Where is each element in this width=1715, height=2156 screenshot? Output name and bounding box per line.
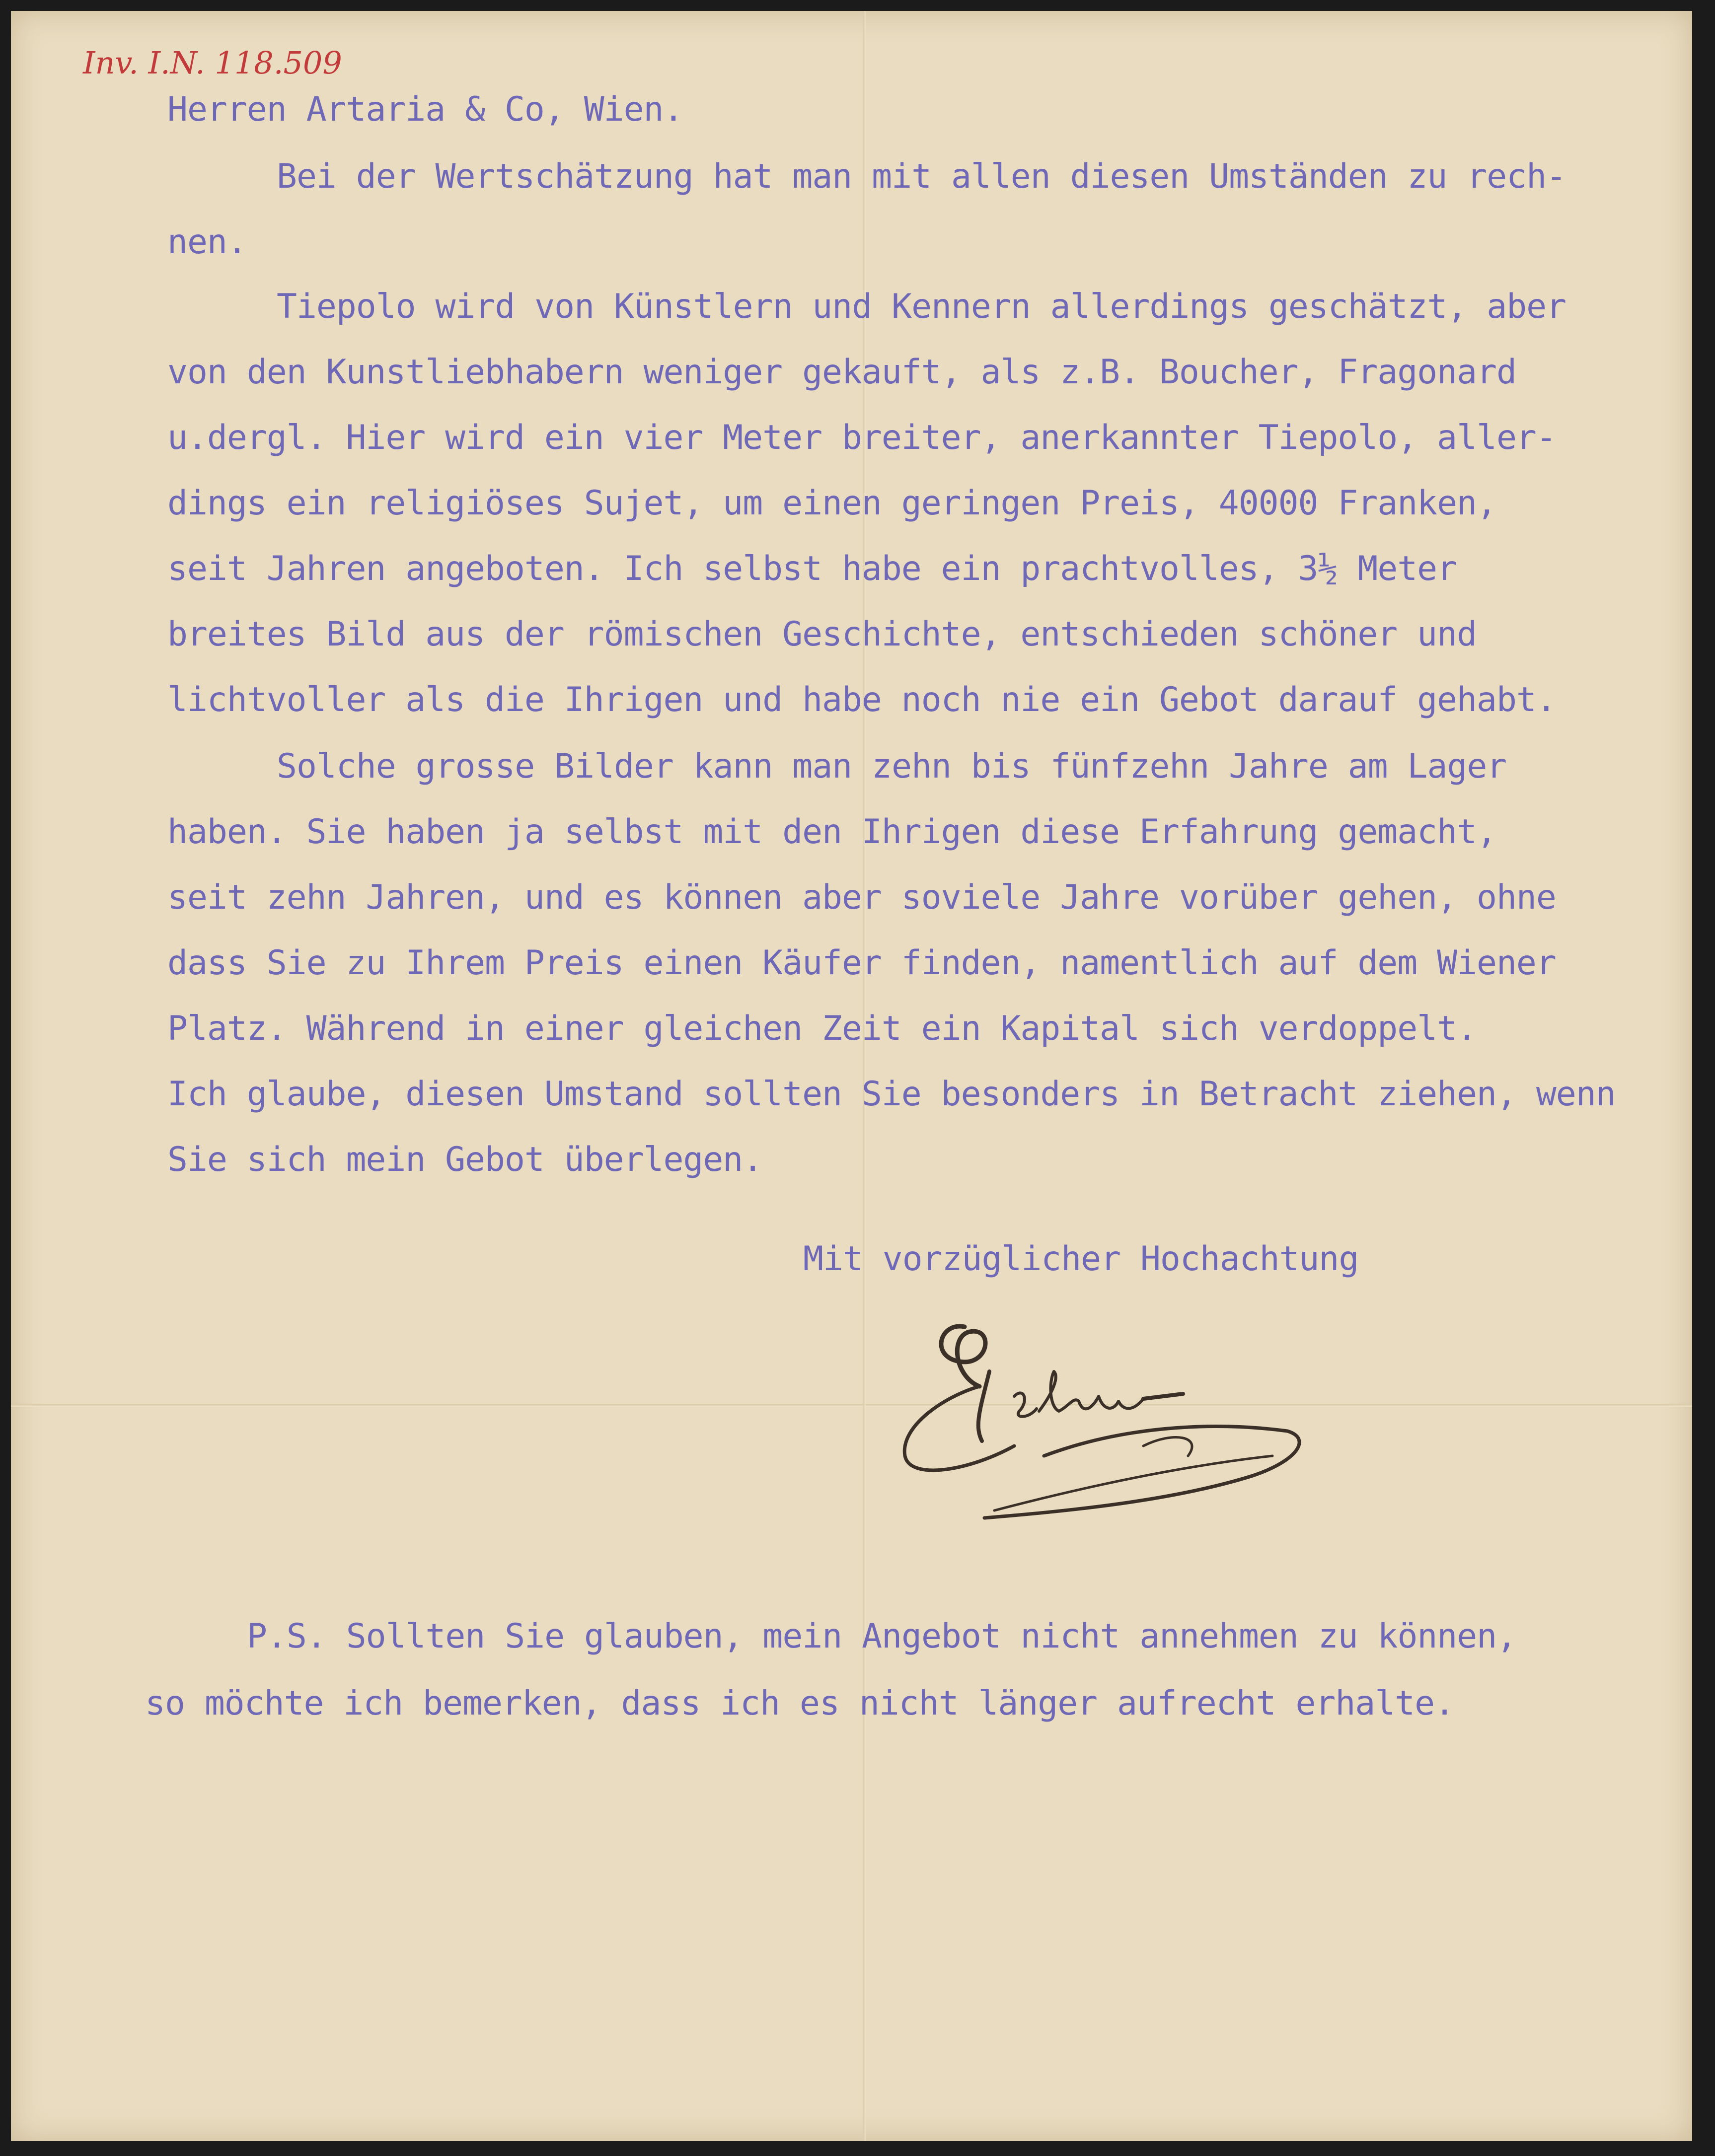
body-line: lichtvoller als die Ihrigen und habe noch nie ein Gebot darauf gehabt. (167, 680, 1556, 719)
handwritten-signature (865, 1297, 1436, 1545)
body-line: nen. (167, 222, 247, 262)
body-line: seit Jahren angeboten. Ich selbst habe ein prachtvolles, 3½ Meter (167, 549, 1457, 588)
body-line: Solche grosse Bilder kann man zehn bis fünfzehn Jahre am Lager (277, 747, 1507, 786)
salutation: Herren Artaria & Co, Wien. (167, 90, 683, 129)
body-line: Tiepolo wird von Künstlern und Kennern allerdings geschätzt, aber (277, 287, 1566, 326)
body-line: Sie sich mein Gebot überlegen. (167, 1140, 763, 1179)
body-line: breites Bild aus der römischen Geschichte, entschieden schöner und (167, 615, 1477, 654)
body-line: dass Sie zu Ihrem Preis einen Käufer finden, namentlich auf dem Wiener (167, 943, 1556, 983)
body-line: seit zehn Jahren, und es können aber soviele Jahre vorüber gehen, ohne (167, 878, 1556, 917)
body-line: dings ein religiöses Sujet, um einen geringen Preis, 40000 Franken, (167, 484, 1496, 523)
postscript-line: P.S. Sollten Sie glauben, mein Angebot nicht annehmen zu können, (247, 1617, 1517, 1656)
body-line: von den Kunstliebhabern weniger gekauft, als z.B. Boucher, Fragonard (167, 353, 1516, 392)
body-line: Bei der Wertschätzung hat man mit allen diesen Umständen zu rech- (277, 157, 1566, 196)
body-line: Platz. Während in einer gleichen Zeit ein Kapital sich verdoppelt. (167, 1009, 1477, 1048)
body-line: Ich glaube, diesen Umstand sollten Sie besonders in Betracht ziehen, wenn (167, 1075, 1616, 1114)
body-line: u.dergl. Hier wird ein vier Meter breiter, anerkannter Tiepolo, aller- (167, 418, 1556, 457)
postscript-line: so möchte ich bemerken, dass ich es nicht länger aufrecht erhalte. (145, 1684, 1455, 1723)
fold-line-horizontal (11, 1404, 1692, 1407)
archive-number-note: Inv. I.N. 118.509 (83, 45, 342, 81)
body-line: haben. Sie haben ja selbst mit den Ihrigen diese Erfahrung gemacht, (167, 812, 1496, 852)
closing-line: Mit vorzüglicher Hochachtung (803, 1239, 1359, 1279)
letter-sheet (11, 11, 1692, 2141)
